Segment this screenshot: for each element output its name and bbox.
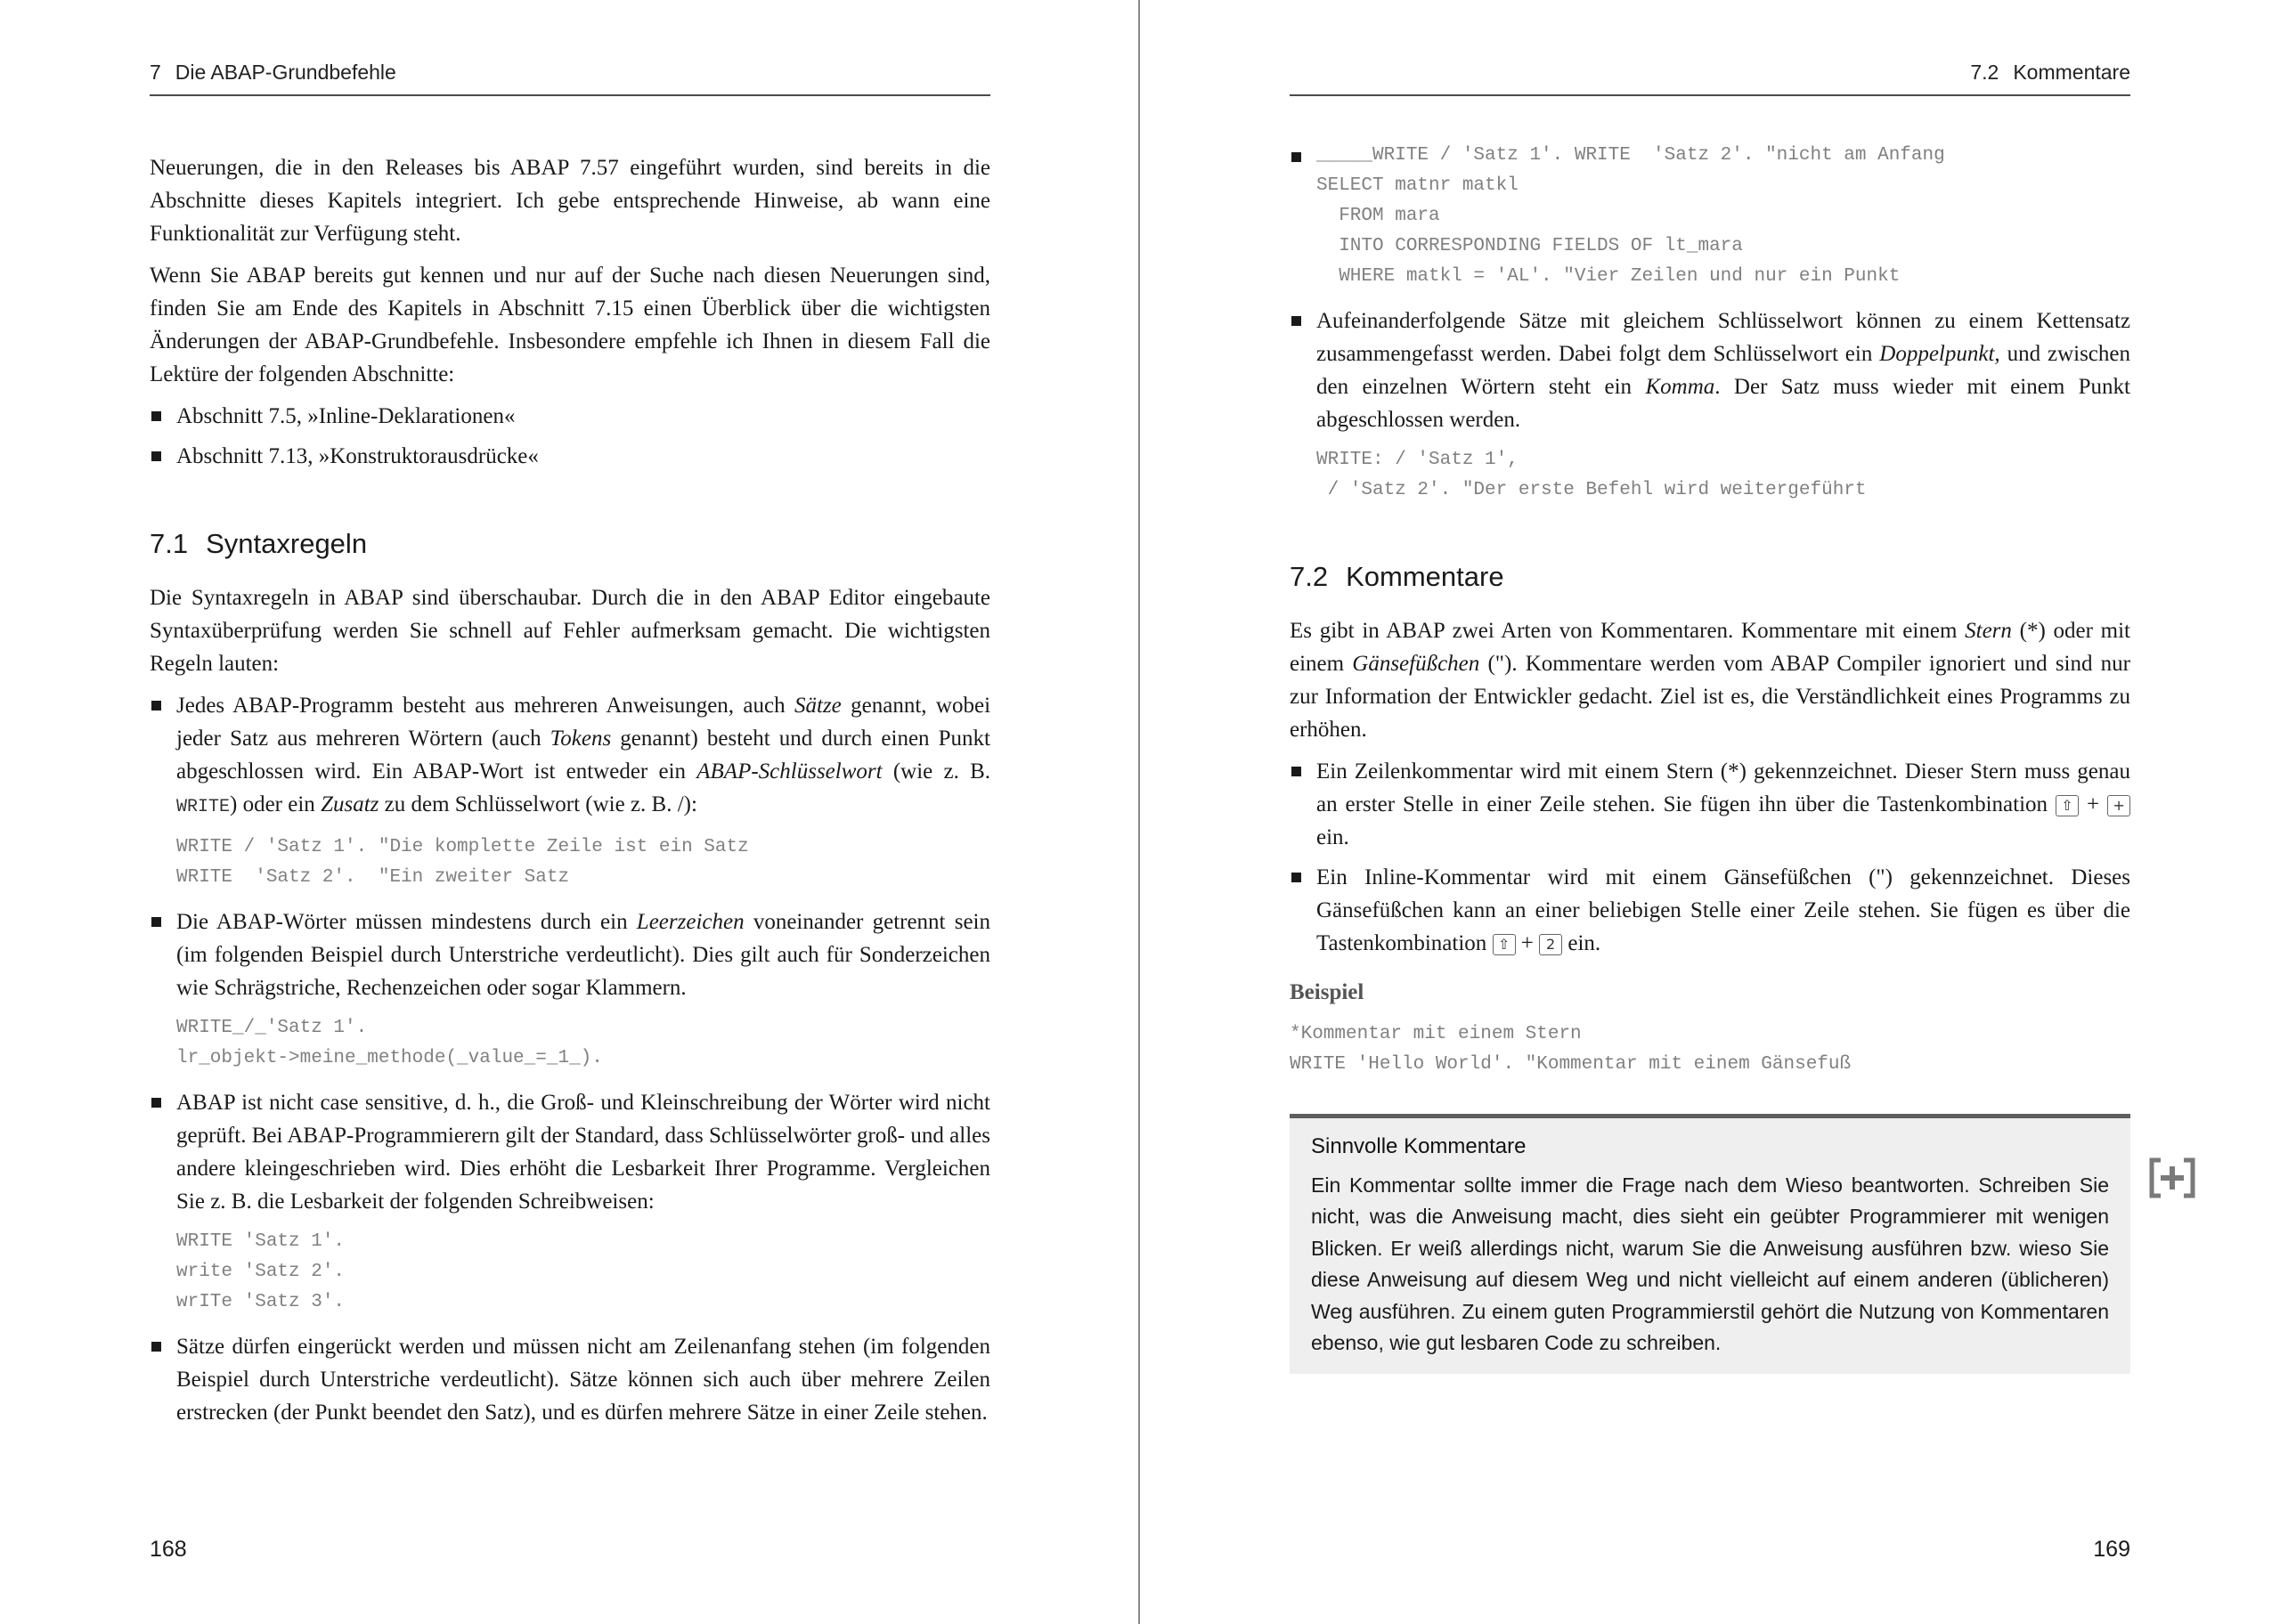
shift-key-icon: ⇧ [2056,795,2079,816]
shift-key-icon: ⇧ [1493,934,1516,955]
syntax-rules-list [150,689,990,1429]
example-code-block: *Kommentar mit einem Stern WRITE 'Hello World'. "Kommentar mit einem Gänsefuß [1290,1024,1852,1075]
emphasis: ABAP-Schlüsselwort [696,759,883,784]
intro-paragraph-1: Neuerungen, die in den Releases bis ABAP 7.57 eingeführt wurden, sind bereits in die Abschnitte dieses Kapitels integriert. Ich gebe entsprechende Hinweise, ab wann eine Funktionalität zur Verfügung steht. [150,156,990,246]
kommentar-item-line [1290,755,2130,854]
rule-item-5 [1290,304,2130,506]
list-item: Abschnitt 7.13, »Konstruktorausdrücke« [150,440,990,473]
tip-box-text: Ein Kommentar sollte immer die Frage nach dem Wieso beantworten. Schreiben Sie nicht, was die Anweisung macht, dies sieht ein geübter Programmierer mit wenigen Blicken. Er weiß allerdings nicht, warum Sie die Anweisung ausführen bzw. wieso Sie diese Anweisung auf diesem Weg und nicht vielleicht auf einem anderen (üblicheren) Weg ausführen. Zu einem guten Programmierstil gehört die Nutzung von Kommentaren ebenso, wie gut lesbaren Code zu schreiben. [1311,1173,2109,1354]
text-run: Es gibt in ABAP zwei Arten von Kommentaren. Kommentare mit einem [1290,619,1966,643]
running-header-left [150,61,990,96]
text-run: voneinander getrennt sein (im folgenden Beispiel durch Unterstriche verdeutlicht). Dies gilt auch für Sonderzeichen wie Schrägstriche, Rechenzeichen oder sogar Klammern. [176,910,990,1000]
syntax-rules-list-continued [1290,141,2130,506]
list-item: Abschnitt 7.5, »Inline-Deklarationen« [150,400,990,433]
kommentare-intro-paragraph [1290,614,2130,746]
right-page [1140,0,2280,1624]
rule-item-4: Sätze dürfen eingerückt werden und müssen nicht am Zeilenanfang stehen (im folgenden Beispiel durch Unterstriche verdeutlicht). Sätze können sich auch über mehrere Zeilen erstrecken (der Punkt beendet den Satz), und es dürfen mehrere Sätze in einer Zeile stehen. [150,1330,990,1429]
tip-box-title: Sinnvolle Kommentare [1311,1134,1527,1158]
text-run: (wie z. B. [882,759,990,784]
emphasis: Tokens [550,727,612,751]
text-run: Jedes ABAP-Programm besteht aus mehreren Anweisungen, auch [176,694,794,718]
text-run: (*) oder mit einem [1290,619,2130,676]
kommentar-item-inline [1290,861,2130,960]
emphasis: Stern [1965,619,2012,643]
inline-code: WRITE [176,797,231,817]
syntax-intro-paragraph: Die Syntaxregeln in ABAP sind überschaubar. Durch die in den ABAP Editor eingebaute Syntaxüberprüfung werden Sie schnell auf Fehler aufmerksam gemacht. Die wichtigsten Regeln lauten: [150,586,990,676]
example-label: Beispiel [1290,980,1364,1004]
page-number-left: 168 [150,1537,187,1562]
text-run: Ein Zeilenkommentar wird mit einem Stern (*) gekennzeichnet. Dieser Stern muss genau an erster Stelle in einer Zeile stehen. Sie fügen ihn über die Tastenkombination [1316,759,2130,816]
text-run: ) oder ein [230,792,322,816]
text-run: ("). Kommentare werden vom ABAP Compiler ignoriert und sind nur zur Information der Entwickler gedacht. Ziel ist es, die Verständlichkeit eines Programms zu erhöhen. [1290,652,2130,742]
rule-item-2 [150,905,990,1074]
code-block: WRITE_/_'Satz 1'. lr_objekt->meine_methode(_value_=_1_). [176,1018,603,1068]
rule-item-1 [150,689,990,893]
code-block: WRITE / 'Satz 1'. "Die komplette Zeile ist ein Satz WRITE 'Satz 2'. "Ein zweiter Satz [176,837,749,888]
emphasis: Gänsefüßchen [1352,652,1480,676]
plus-sign: + [1520,931,1534,955]
code-block: WRITE 'Satz 1'. write 'Satz 2'. wrITe 'Satz 3'. [176,1231,346,1312]
section-title: Syntaxregeln [206,528,368,559]
text-run: zu dem Schlüsselwort (wie z. B. /): [379,792,697,816]
text-run: Ein Inline-Kommentar wird mit einem Gänsefüßchen (") gekennzeichnet. Dieses Gänsefüßchen kann an einer beliebigen Stelle einer Zeile stehen. Sie fügen es über die Tastenkombination [1316,865,2130,955]
text-run: ABAP ist nicht case sensitive, d. h., die Groß- und Kleinschreibung der Wörter wird nicht geprüft. Bei ABAP-Programmierern gilt der Standard, dass Schlüsselwörter groß- und alles andere kleingeschrieben wird. Dies erhöht die Lesbarkeit Ihrer Programme. Vergleichen Sie z. B. die Lesbarkeit der folgenden Schreibweisen: [176,1091,990,1214]
plus-key-icon: + [2107,795,2130,816]
page-number-right: 169 [2093,1537,2130,1562]
header-section-title: Kommentare [2013,61,2130,84]
header-section-number: 7.2 [1970,61,1999,84]
section-heading-kommentare [1290,559,2130,595]
kommentar-types-list [1290,755,2130,960]
rule-code-continuation [1290,141,2130,292]
tip-box [1290,1114,2130,1374]
text-run: , und zwischen den einzelnen Wörtern steht ein [1316,342,2130,399]
text-run: genannt) besteht und durch einen Punkt abgeschlossen wird. Ein ABAP-Wort ist entweder ein [176,727,990,784]
section-title: Kommentare [1346,561,1504,592]
text-run: ein. [1316,825,1349,849]
header-chapter-number: 7 [150,61,161,84]
emphasis: Doppelpunkt [1879,342,1995,366]
header-chapter-title: Die ABAP-Grundbefehle [175,61,396,84]
text-run: Aufeinanderfolgende Sätze mit gleichem Schlüsselwort können zu einem Kettensatz zusammengefasst werden. Dabei folgt dem Schlüsselwort ein [1316,309,2130,366]
running-header-right [1290,61,2130,96]
left-page-content [150,151,990,1436]
section-heading-syntaxregeln [150,526,990,562]
right-page-content [1290,145,2131,1374]
text-run: ein. [1562,931,1601,955]
emphasis: Sätze [794,694,842,718]
section-reference-list [150,400,990,473]
text-run: . Der Satz muss wieder mit einem Punkt abgeschlossen werden. [1316,375,2131,432]
text-run: genannt, wobei jeder Satz aus mehreren Wörtern (auch [176,694,991,751]
rule-item-3 [150,1086,990,1318]
tip-plus-icon [2149,1157,2195,1198]
code-block: _____WRITE / 'Satz 1'. WRITE 'Satz 2'. "nicht am Anfang SELECT matnr matkl FROM mara INTO CORRESPONDING FIELDS OF lt_mara WHERE matkl = 'AL'. "Vier Zeilen und nur ein Punkt [1316,145,1945,287]
plus-sign: + [2086,792,2100,816]
intro-paragraph-2: Wenn Sie ABAP bereits gut kennen und nur auf der Suche nach diesen Neuerungen sind, finden Sie am Ende des Kapitels in Abschnitt 7.15 einen Überblick über die wichtigsten Änderungen der ABAP-Grundbefehle. Insbesondere empfehle ich Ihnen in diesem Fall die Lektüre der folgenden Abschnitte: [150,264,990,386]
two-key-icon: 2 [1539,934,1562,955]
emphasis: Leerzeichen [636,910,745,934]
text-run: Die ABAP-Wörter müssen mindestens durch ein [176,910,637,934]
code-block: WRITE: / 'Satz 1', / 'Satz 2'. "Der erste Befehl wird weitergeführt [1316,450,1867,500]
emphasis: Komma [1645,375,1715,399]
section-number: 7.1 [150,528,189,559]
section-number: 7.2 [1290,561,1329,592]
emphasis: Zusatz [321,792,379,816]
